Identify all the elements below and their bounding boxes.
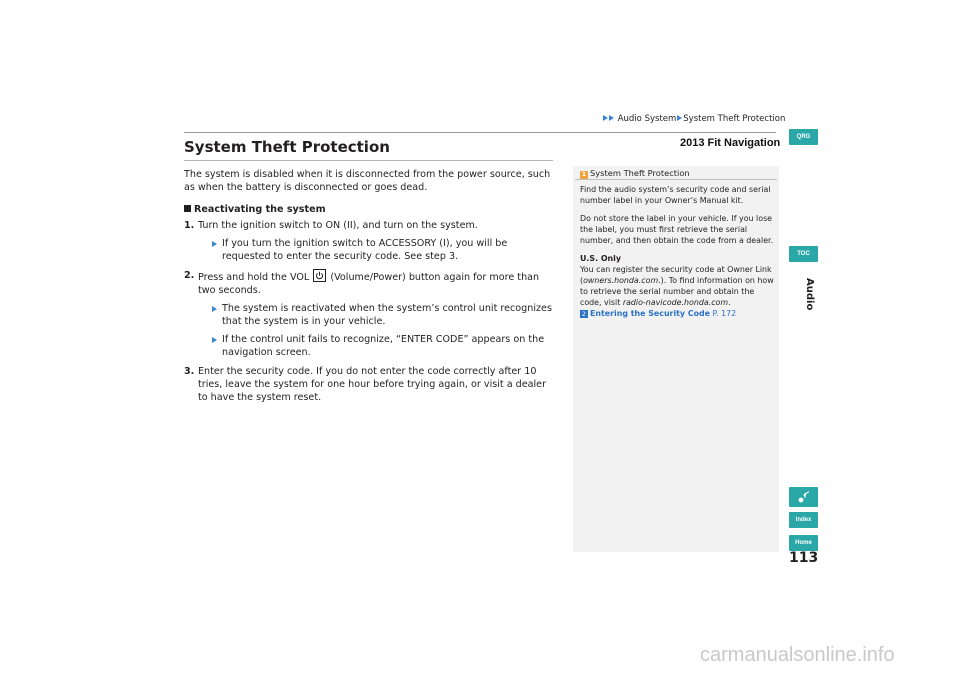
breadcrumb-arrow-icon (609, 115, 614, 121)
step-1 (184, 219, 552, 263)
sidebar-title: System Theft Protection (590, 168, 690, 178)
step-text (198, 269, 552, 297)
intro-paragraph: The system is disabled when it is disconnected from the power source, such as when the battery is disconnected or goes dead. (184, 169, 551, 193)
sidebar-paragraph (580, 264, 776, 308)
main-content (184, 168, 552, 404)
step-3 (184, 365, 552, 404)
owner-link-url: owners.honda.com (583, 276, 659, 285)
us-only-label: U.S. Only (580, 254, 622, 263)
voice-tab[interactable] (789, 487, 818, 507)
step-2 (184, 269, 552, 359)
owner-link-text: You can register the security code at Owner Link ( (580, 265, 772, 285)
index-tab[interactable]: Index (789, 512, 818, 528)
step-note (198, 237, 552, 263)
watermark: carmanualsonline.info (700, 644, 895, 666)
breadcrumb-system-theft-protection[interactable]: System Theft Protection (683, 114, 786, 124)
breadcrumb-arrow-icon (677, 115, 682, 121)
toc-tab[interactable]: TOC (789, 246, 818, 262)
xref-arrow-icon: 2 (581, 310, 587, 318)
step-note-text: If the control unit fails to recognize, “ENTER CODE” appears on the navigation screen. (222, 334, 545, 358)
sidebar-paragraph: Do not store the label in your vehicle. If you lose the label, you must first retrieve the serial number, and then obtain the code from a dealer. (580, 214, 774, 245)
step-text: Enter the security code. If you do not enter the code correctly after 10 tries, leave the system for one hour before trying again, or visit a dealer to have the system reset. (198, 366, 547, 403)
step-text: Turn the ignition switch to ON (II), and turn on the system. (198, 220, 478, 231)
subheading-text: Reactivating the system (194, 204, 326, 215)
voice-command-icon (797, 490, 811, 504)
note-number-icon: 1 (581, 171, 587, 178)
power-button-icon (313, 269, 326, 282)
sidebar-body (580, 184, 776, 319)
breadcrumb (603, 114, 785, 124)
breadcrumb-audio-system[interactable]: Audio System (617, 114, 677, 124)
section-label-audio: Audio (804, 278, 815, 311)
square-bullet-icon (184, 205, 191, 212)
step-number: 1. (184, 220, 195, 231)
page-number: 113 (789, 550, 819, 566)
note-arrow-icon (212, 241, 217, 247)
section-subheading (184, 203, 552, 216)
step-note (198, 302, 552, 328)
xref-page[interactable]: P. 172 (712, 309, 737, 318)
step-note-text: If you turn the ignition switch to ACCESSORY (I), you will be requested to enter the security code. See step 3. (222, 238, 508, 262)
step-text-before: Press and hold the VOL (198, 272, 310, 283)
title-rule (184, 160, 553, 161)
model-tag: 2013 Fit Navigation (680, 137, 781, 149)
cross-reference[interactable] (580, 308, 776, 319)
sentence-end: . (728, 298, 731, 307)
breadcrumb-arrow-icon (603, 115, 608, 121)
home-tab[interactable]: Home (789, 535, 818, 551)
xref-link[interactable]: Entering the Security Code (590, 309, 711, 318)
owner-link-text-cont: .). To find information on how to retrieve the serial number and obtain the code, visit (580, 276, 774, 307)
note-arrow-icon (212, 306, 217, 312)
step-number: 3. (184, 366, 195, 377)
header-rule (184, 132, 776, 133)
sidebar-rule (575, 179, 777, 180)
step-note (198, 333, 552, 359)
note-arrow-icon (212, 337, 217, 343)
sidebar-paragraph: Find the audio system’s security code and serial number label in your Owner’s Manual kit. (580, 185, 771, 205)
radio-navicode-url: radio-navicode.honda.com (622, 298, 729, 307)
sidebar-heading (580, 168, 690, 179)
step-text-after: (Volume/Power) button again for more than two seconds. (198, 272, 540, 296)
page-title: System Theft Protection (184, 138, 390, 156)
qrg-tab[interactable]: QRG (789, 129, 818, 145)
step-number: 2. (184, 270, 195, 281)
step-note-text: The system is reactivated when the system’s control unit recognizes that the system is in your vehicle. (222, 303, 552, 327)
